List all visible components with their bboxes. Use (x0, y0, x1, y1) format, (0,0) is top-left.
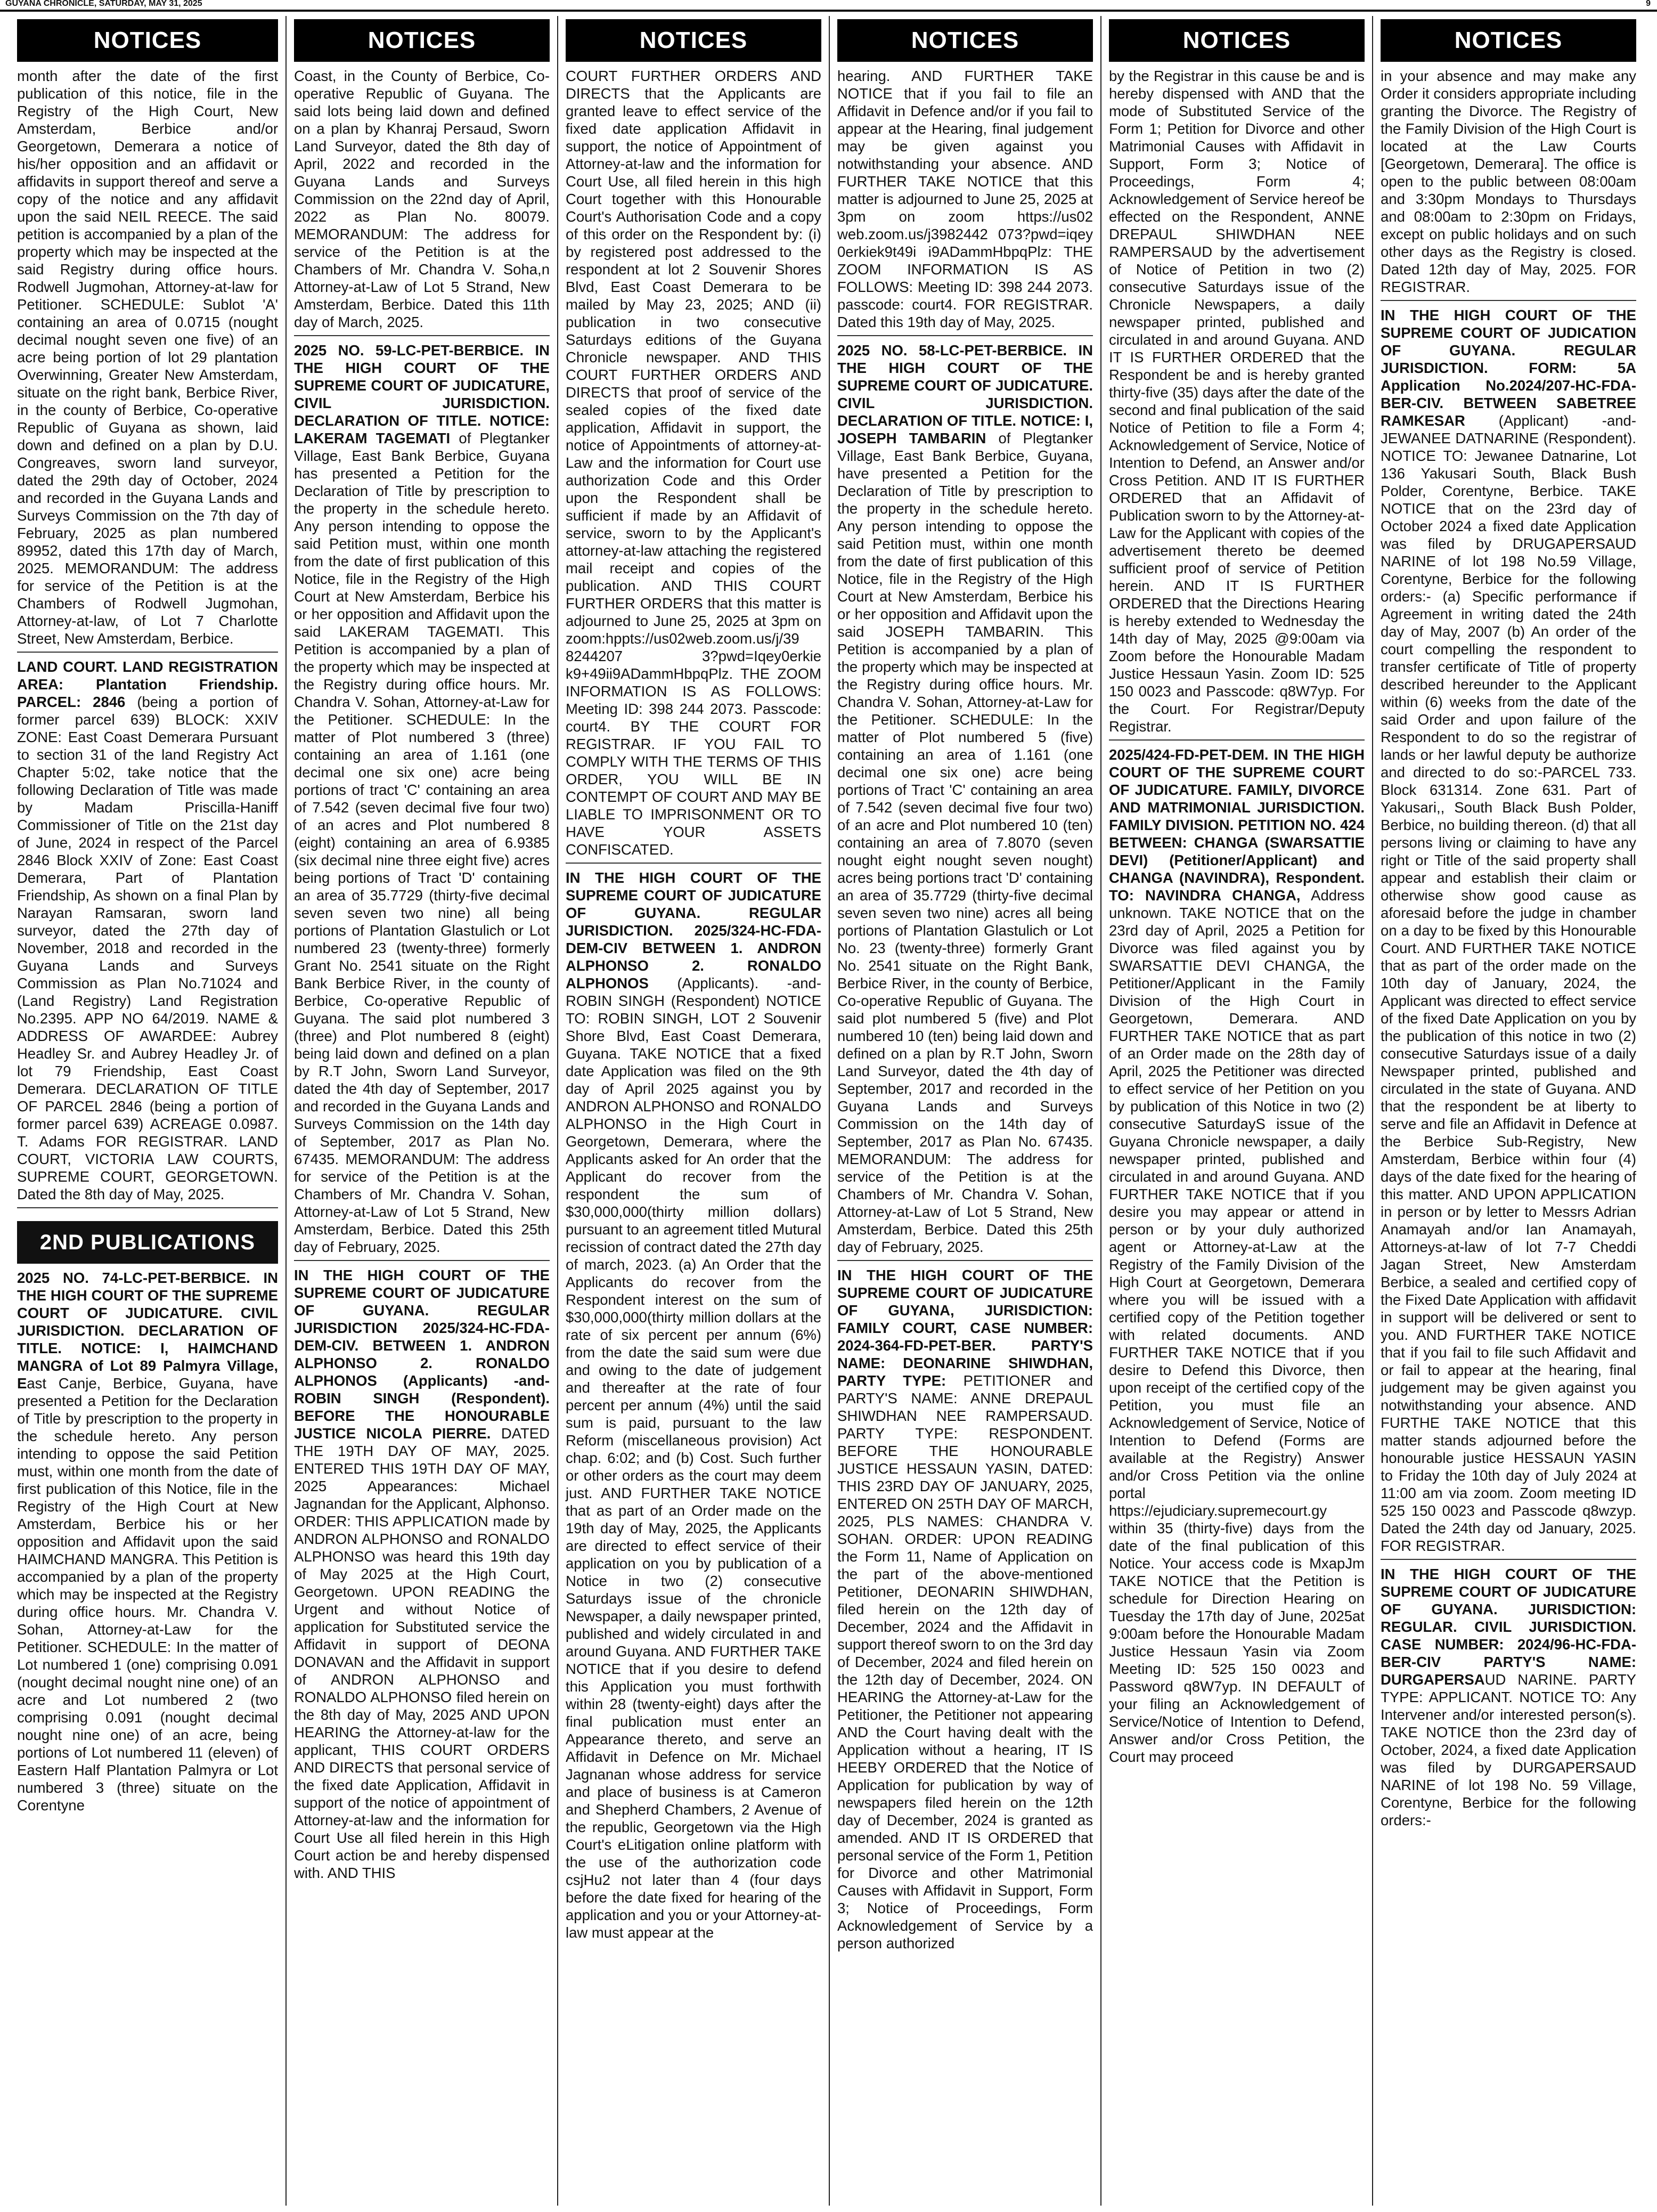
legal-notice (566, 67, 821, 864)
page-header-strip (0, 0, 1657, 12)
legal-notice (294, 341, 550, 1261)
notices-section-header: NOTICES (294, 19, 550, 62)
legal-notice (837, 67, 1093, 336)
notice-column-4 (829, 16, 1100, 2206)
notice-body: of Plegtanker Village, East Bank Berbice, Guyana has presented a Petition for the Declaration of Title by prescription to the property in the schedule hereto. Any person intending to oppose the said Petition must, within one month from the date of first publication of this Notice, file in the Registry of the High Court at New Amsterdam, Berbice his or her opposition and Affidavit upon the said LAKERAM TAGEMATI. This Petition is accompanied by a plan of the property which may be inspected at the Registry during office hours. Mr. Chandra V. Sohan, Attorney-at-Law for the Petitioner. SCHEDULE: In the matter of Plot numbered 3 (three) containing an area of 1.161 (one decimal one six one) acre being portions of tract 'C' containing an area of 7.542 (seven decimal five four two) of an acres and Plot numbered 8 (eight) containing an area of 6.9385 (six decimal nine three eight five) acres being portions of Tract 'D' containing an area of 35.7729 (thirty-five decimal seven seven two nine) all being portions of Plantation Glastulich or Lot numbered 23 (twenty-three) formerly Grant No. 2541 situate on the Right Bank Berbice River, in the county of Berbice, Co-operative Republic of Guyana. The said plot numbered 3 (three) and Plot numbered 8 (eight) being laid down and defined on a plan by R.T John, Sworn Land Surveyor, dated the 4th day of September, 2017 and recorded in the Guyana Lands and Surveys Commission on the 14th day of September, 2017 as Plan No. 67435. MEMORANDUM: The address for service of the Petition is at the Chambers of Mr. Chandra V. Sohan, Attorney-at-Law of Lot 5 Strand, New Amsterdam, Berbice. Dated this 25th day of February, 2025. (294, 430, 550, 1255)
legal-notice (17, 67, 278, 653)
notices-page (14, 16, 1644, 2206)
notice-heading: IN THE HIGH COURT OF THE SUPREME COURT OF JUDICATION OF GUYANA. REGULAR JURISDICTION. FORM: 5A Application No.2024/207-HC-FDA-BER-CIV. BETWEEN SABETREE RAMKESAR (1381, 307, 1636, 429)
notice-body: hearing. AND FURTHER TAKE NOTICE that if you fail to file an Affidavit in Defence and/or if you fail to appear at the Hearing, final judgement may be given against you notwithstanding your absence. AND FURTHER TAKE NOTICE that this matter is adjourned to June 25, 2025 at 3pm on zoom https://us02 web.zoom.us/j3982442 073?pwd=iqey 0erkiek9t49i i9ADammHbpqPlz: THE ZOOM INFORMATION IS AS FOLLOWS: Meeting ID: 398 244 2073. passcode: court4. FOR REGISTRAR. Dated this 19th day of May, 2025. (837, 68, 1093, 330)
notices-section-header: NOTICES (17, 19, 278, 62)
notice-body: in your absence and may make any Order it considers appropriate including granting the Divorce. The Registry of the Family Division of the High Court is located at the Law Courts [Georgetown, Demerara]. The office is open to the public between 08:00am and 3:30pm Mondays to Thursdays and 08:00am to 2:30pm on Fridays, except on public holidays and on such other days as the Registry is closed. Dated 12th day of May, 2025. FOR REGISTRAR. (1381, 68, 1636, 295)
legal-notice (837, 341, 1093, 1261)
legal-notice (1381, 67, 1636, 301)
notice-heading: 2025/424-FD-PET-DEM. IN THE HIGH COURT OF THE SUPREME COURT OF JUDICATURE. FAMILY, DIVORCE AND MATRIMONIAL JURISDICTION. FAMILY DIVISION. PETITION NO. 424 BETWEEN: CHANGA (SWARSATTIE DEVI) (Petitioner/Applicant) and CHANGA (NAVINDRA), Respondent. TO: NAVINDRA CHANGA, (1109, 746, 1365, 904)
notice-body: (being a portion of former parcel 639) BLOCK: XXIV ZONE: East Coast Demerara Pursuant to section 31 of the land Registry Act Chapter 5:02, take notice that the following Declaration of Title was made by Madam Priscilla-Haniff Commissioner of Title on the 21st day of June, 2024 in respect of the Parcel 2846 Block XXIV of Zone: East Coast Demerara, Part of Plantation Friendship, As shown on a final Plan by Narayan Ramsaran, sworn land surveyor, dated the 27th day of November, 2018 and recorded in the Guyana Lands and Surveys Commission as Plan No.71024 and (Land Registry) Land Registration No.2395. APP NO 64/2019. NAME & ADDRESS OF AWARDEE: Aubrey Headley Sr. and Aubrey Headley Jr. of lot 79 Friendship, East Coast Demerara. DECLARATION OF TITLE OF PARCEL 2846 (being a portion of former parcel 639) ACREAGE 0.0987. T. Adams FOR REGISTRAR. LAND COURT, VICTORIA LAW COURTS, SUPREME COURT, GEORGETOWN. Dated the 8th day of May, 2025. (17, 694, 279, 1202)
notice-body: ast Canje, Berbice, Guyana, have presented a Petition for the Declaration of Title by prescription to the property in the schedule hereto. Any person intending to oppose the said Petition must, within one month from the date of first publication of this Notice, file in the Registry of the High Court at New Amsterdam, Berbice his or her opposition and Affidavit upon the said HAIMCHAND MANGRA. This Petition is accompanied by a plan of the property which may be inspected at the Registry during office hours. Mr. Chandra V. Sohan, Attorney-at-Law for the Petitioner. SCHEDULE: In the matter of Lot numbered 1 (one) comprising 0.091 (nought decimal nought nine one) of an acre and Lot numbered 2 (two comprising 0.091 (nought decimal nought nine one) of an acre, being portions of Lot numbered 11 (eleven) of Eastern Half Plantation Palmyra or Lot numbered 3 (three) situate on the Corentyne (17, 1375, 278, 1813)
notices-section-header: NOTICES (1109, 19, 1365, 62)
notice-body: Coast, in the County of Berbice, Co-operative Republic of Guyana. The said lots being laid down and defined on a plan by Khanraj Persaud, Sworn Land Surveyor, dated the 8th day of April, 2022 and recorded in the Guyana Lands and Surveys Commission on the 22nd day of April, 2022 as Plan No. 80079. MEMORANDUM: The address for service of the Petition is at the Chambers of Mr. Chandra V. Soha,n Attorney-at-Law of Lot 5 Strand, New Amsterdam, Berbice. Dated this 11th day of March, 2025. (294, 68, 550, 330)
notice-body: COURT FURTHER ORDERS AND DIRECTS that the Applicants are granted leave to effect service of the fixed date application Affidavit in support, the notice of Appointment of Attorney-at-law and the information for Court Use, all filed herein in this high Court together with this Honourable Court's Authorisation Code and a copy of this order on the Respondent by: (i) by registered post addressed to the respondent at lot 2 Souvenir Shores Blvd, East Coast Demerara to be mailed by May 23, 2025; AND (ii) publication in two consecutive Saturdays editions of the Guyana Chronicle newspaper. AND THIS COURT FURTHER ORDERS AND DIRECTS that proof of service of the sealed copies of the fixed date application, Affidavit in support, the notice of Appointments of attorney-at-Law and the information for Court use authorization Code and this Order upon the Respondent shall be sufficient if made by an Affidavit of service, sworn to by the Applicant's attorney-at-law attaching the registered mail receipt and copies of the publication. AND THIS COURT FURTHER ORDERS that this matter is adjourned to June 25, 2025 at 3pm on zoom:hppts://us02web.zoom.us/j/39 8244207 3?pwd=Iqey0erkie k9+49ii9ADammHbpqPlz. THE ZOOM INFORMATION IS AS FOLLOWS: Meeting ID: 398 244 2073. Passcode: court4. BY THE COURT FOR REGISTRAR. IF YOU FAIL TO COMPLY WITH THE TERMS OF THIS ORDER, YOU WILL BE IN CONTEMPT OF COURT AND MAY BE LIABLE TO IMPRISONMENT OR TO HAVE YOUR ASSETS CONFISCATED. (566, 68, 821, 858)
second-publications-header: 2ND PUBLICATIONS (17, 1221, 278, 1264)
notices-section-header: NOTICES (566, 19, 821, 62)
notice-heading: LAND COURT. LAND REGISTRATION AREA: Plantation Friendship. PARCEL: 2846 (17, 658, 278, 710)
notice-body: (Applicants). -and- ROBIN SINGH (Respondent) NOTICE TO: ROBIN SINGH, LOT 2 Souvenir Shore Blvd, East Coast Demerara, Guyana. TAKE NOTICE that a fixed date Application was filed on the 9th day of April 2025 against you by ANDRON ALPHONSO and RONALDO ALPHONSO in the High Court in Georgetown, Demerara, where the Applicants asked for An order that the Applicant do recover from the respondent the sum of $30,000,000(thirty million dollars) pursuant to an agreement titled Mutural recission of contract dated the 27th day of march, 2023. (a) An Order that the Applicants do recover from the Respondent interest on the sum of $30,000,000(thirty million dollars at the rate of six percent per annum (6%) from the date the said sum were due and owing to the date of judgement and thereafter at the rate of four percent per annum (4%) until the said sum is paid, pursuant to the law Reform (miscellaneous provision) Act chap. 6:02; and (b) Cost. Such further or other orders as the court may deem just. AND FURTHER TAKE NOTICE that as part of an Order made on the 19th day of May, 2025, the Applicants are directed to effect service of their application on you by publication of a Notice in two (2) consecutive Saturdays issue of the chronicle Newspaper, a daily newspaper printed, published and widely circulated in and around Guyana. AND FURTHER TAKE NOTICE that if you desire to defend this Application you must forthwith within 28 (twenty-eight) days after the final publication must enter an Appearance thereto, and serve an Affidavit in Defence on Mr. Michael Jagnanan whose address for service and place of business is at Cameron and Shepherd Chambers, 2 Avenue of the republic, Georgetown via the High Court's eLitigation online platform with the use of the authorization code csjHu2 not later than 4 (four days before the date fixed for hearing of the application and you or your Attorney-at-law must appear at the (566, 975, 822, 1941)
legal-notice (1109, 67, 1365, 741)
notices-section-header: NOTICES (1381, 19, 1636, 62)
notice-column-1 (14, 16, 285, 2206)
notice-heading: 2025 NO. 58-LC-PET-BERBICE. IN THE HIGH COURT OF THE SUPREME COURT OF JUDICATURE. CIVIL JURISDICTION. DECLARATION OF TITLE. NOTICE: I, JOSEPH TAMBARIN (837, 342, 1093, 446)
notice-column-5 (1100, 16, 1372, 2206)
notice-column-2 (285, 16, 557, 2206)
notice-body: DATED THE 19TH DAY OF MAY, 2025. ENTERED THIS 19TH DAY OF MAY, 2025 Appearances: Michael Jagnandan for the Applicant, Alphonso. ORDER: THIS APPLICATION made by ANDRON ALPHONSO and RONALDO ALPHONSO was heard this 19th day of May 2025 at the High Court, Georgetown. UPON READING the Urgent and without Notice of application for Substituted service the Affidavit in support of DEONA DONAVAN and the Affidavit in support of ANDRON ALPHONSO and RONALDO ALPHONSO filed herein on the 8th day of May, 2025 AND UPON HEARING the Attorney-at-law for the applicant, THIS COURT ORDERS AND DIRECTS that personal service of the fixed date Application, Affidavit in support of the notice of appointment of Attorney-at-law and the information for Court Use all filed herein in this High Court action be and hereby dispensed with. AND THIS (294, 1425, 550, 1881)
legal-notice (1381, 1565, 1636, 1833)
newspaper-dateline: GUYANA CHRONICLE, SATURDAY, MAY 31, 2025 (5, 0, 202, 8)
notice-body: (Applicant) -and- JEWANEE DATNARINE (Respondent). NOTICE TO: Jewanee Datnarine, Lot 136 Yakusari South, Black Bush Polder, Corentyne, Berbice. TAKE NOTICE that on the 23rd day of October 2024 a fixed date Application was filed by DRUGAPERSAUD NARINE of lot 198 No.59 Village, Corentyne, Berbice for the following orders:- (a) Specific performance if Agreement in writing dated the 24th day of May, 2007 (b) An order of the court compelling the respondent to transfer certificate of Title of property described hereunder to the Applicant within (6) weeks from the date of the said Order and upon failure of the Respondent to do so the registrar of lands or her lawful deputy be authorize and directed to do so:-PARCEL 733. Block 631314. Zone 631. Part of Yakusari,, South Black Bush Polder, Berbice, no building thereon. (d) that all persons living or claiming to have any right or Title of the said property shall appear and establish their claim or otherwise show good cause as aforesaid before the judge in chamber on a day to be fixed by this Honourable Court. AND FURTHER TAKE NOTICE that as part of the order made on the 10th day of January, 2024, the Applicant was directed to effect service of the fixed Date Application on you by the publication of this notice in two (2) consecutive Saturdays issue of a daily Newspaper printed, published and circulated in the state of Guyana. AND that the respondent be at liberty to serve and file an Affidavit in Defence at the Berbice Sub-Registry, New Amsterdam, Berbice within four (4) days of the date fixed for the hearing of this matter. AND UPON APPLICATION in person or by letter to Messrs Adrian Anamayah and/or Ian Anamayah, Attorneys-at-law of lot 7-7 Cheddi Jagan Street, New Amsterdam Berbice, a sealed and certified copy of the Fixed Date Application with affidavit in support will be delivered or sent to you. AND FURTHER TAKE NOTICE that if you fail to file such Affidavit and or fail to appear at the hearing, final judgement may be given against you notwithstanding your absence. AND FURTHE TAKE NOTICE that this matter stands adjourned before the honourable justice HESSAUN YASIN to Friday the 10th day of July 2024 at 11:00 am via zoom. Zoom meeting ID 525 150 0023 and Passcode q8wzyp. Dated the 24th day od January, 2025. FOR REGISTRAR. (1381, 412, 1637, 1554)
legal-notice (17, 658, 278, 1208)
notice-heading: IN THE HIGH COURT OF THE SUPREME COURT OF JUDICATURE OF GUYANA. JURISDICTION: REGULAR. CIVIL JURISDICTION. CASE NUMBER: 2024/96-HC-FDA-BER-CIV PARTY'S NAME: DURGAPERSA (1381, 1566, 1636, 1688)
legal-notice (1381, 306, 1636, 1560)
legal-notice (294, 1266, 550, 1886)
notice-heading: 2025 NO. 59-LC-PET-BERBICE. IN THE HIGH COURT OF THE SUPREME COURT OF JUDICATURE, CIVIL JURISDICTION. DECLARATION OF TITLE. NOTICE: LAKERAM TAGEMATI (294, 342, 550, 446)
legal-notice (1109, 746, 1365, 1770)
notice-body: UD NARINE. PARTY TYPE: APPLICANT. NOTICE TO: Any Intervener and/or interested person(s). TAKE NOTICE thon the 23rd day of October, 2024, a fixed date Application was filed by DURGAPERSAUD NARINE of lot 198 No. 59 Village, Corentyne, Berbice for the following orders:- (1381, 1671, 1636, 1828)
notice-column-6 (1372, 16, 1644, 2206)
notice-heading: IN THE HIGH COURT OF THE SUPREME COURT OF JUDICATURE OF GUYANA. REGULAR JURISDICTION 2025/324-HC-FDA-DEM-CIV. BETWEEN 1. ANDRON ALPHONSO 2. RONALDO ALPHONOS (Applicants) -and- ROBIN SINGH (Respondent). BEFORE THE HONOURABLE JUSTICE NICOLA PIERRE. (294, 1267, 550, 1442)
notice-heading: IN THE HIGH COURT OF THE SUPREME COURT OF JUDICATURE OF GUYANA, JURISDICTION: FAMILY COURT, CASE NUMBER: 2024-364-FD-PET-BER. PARTY'S NAME: DEONARINE SHIWDHAN, PARTY TYPE: (837, 1267, 1093, 1389)
notice-heading: IN THE HIGH COURT OF THE SUPREME COURT OF JUDICATURE OF GUYANA. REGULAR JURISDICTION. 2025/324-HC-FDA-DEM-CIV BETWEEN 1. ANDRON ALPHONSO 2. RONALDO ALPHONOS (566, 869, 821, 991)
notice-body: of Plegtanker Village, East Bank Berbice, Guyana, have presented a Petition for the Declaration of Title by prescription to the property in the schedule hereto. Any person intending to oppose the said Petition must, within one month from the date of first publication of this Notice, file in the Registry of the High Court at New Amsterdam, Berbice his or her opposition and Affidavit upon the said JOSEPH TAMBARIN. This Petition is accompanied by a plan of the property which may be inspected at the Registry during office hours. Mr. Chandra V. Sohan, Attorney-at-Law for the Petitioner. SCHEDULE: In the matter of Plot numbered 5 (five) containing an area of 1.161 (one decimal one six one) acre being portions of Tract 'C' containing an area of 7.542 (seven decimal five four two) of an acre and Plot numbered 10 (ten) containing an area of 7.8070 (seven nought eight nought seven nought) acres being portions tract 'D' containing an area of 35.7729 (thirty-five decimal seven seven two nine) acres all being portions of Plantation Glastulich or Lot No. 23 (twenty-three) formerly Grant No. 2541 situate on the Right Bank, Berbice River, in the county of Berbice, Co-operative Republic of Guyana. The said plot numbered 5 (five) and Plot numbered 10 (ten) being laid down and defined on a plan by R.T John, Sworn Land Surveyor, dated the 4th day of September, 2017 and recorded in the Guyana Lands and Surveys Commission on the 14th day of September, 2017 as Plan No. 67435. MEMORANDUM: The address for service of the Petition is at the Chambers of Mr. Chandra V. Sohan, Attorney-at-Law of Lot 5 Strand, New Amsterdam, Berbice. Dated this 25th day of February, 2025. (837, 430, 1093, 1255)
notice-heading: 2025 NO. 74-LC-PET-BERBICE. IN THE HIGH COURT OF THE SUPREME COURT OF JUDICATURE. CIVIL JURISDICTION. DECLARATION OF TITLE. NOTICE: I, HAIMCHAND MANGRA of Lot 89 Palmyra Village, E (17, 1270, 278, 1392)
legal-notice (294, 67, 550, 336)
notice-body: month after the date of the first publication of this notice, file in the Registry of the High Court, New Amsterdam, Berbice and/or Georgetown, Demerara a notice of his/her opposition and an affidavit or affidavits in support thereof and serve a copy of the notice and any affidavit upon the said NEIL REECE. The said petition is accompanied by a plan of the property which may be inspected at the said Registry during office hours. Rodwell Jugmohan, Attorney-at-law for Petitioner. SCHEDULE: Sublot 'A' containing an area of 0.0715 (nought decimal nought seven one five) of an acre being portion of lot 29 plantation Overwinning, Greater New Amsterdam, situate on the right bank, Berbice River, in the county of Berbice, Co-operative Republic of Guyana as shown, laid down and defined on a plan by D.U. Congreaves, sworn land surveyor, dated the 29th day of October, 2024 and recorded in the Guyana Lands and Surveys Commission on the 7th day of February, 2025 as plan numbered 89952, dated this 17th day of March, 2025. MEMORANDUM: The address for service of the Petition is at the Chambers of Rodwell Jugmohan, Attorney-at-law, of Lot 7 Charlotte Street, New Amsterdam, Berbice. (17, 68, 278, 647)
page-number: 9 (1646, 0, 1651, 8)
legal-notice (17, 1269, 278, 1818)
notice-body: by the Registrar in this cause be and is hereby dispensed with AND that the mode of Substituted Service of the Form 1; Petition for Divorce and other Matrimonial Causes with Affidavit in Support, Form 3; Notice of Proceedings, Form 4; Acknowledgement of Service hereof be effected on the Respondent, ANNE DREPAUL SHIWDHAN NEE RAMPERSAUD by the advertisement of Notice of Petition in two (2) consecutive Saturdays issue of the Chronicle Newspapers, a daily newspaper printed, published and circulated in and around Guyana. AND IT IS FURTHER ORDERED that the Respondent be and is hereby granted thirty-five (35) days after the date of the second and final publication of the said Notice of Petition to file a Form 4; Acknowledgement of Service, Notice of Intention to Defend, an Answer and/or Cross Petition. AND IT IS FURTHER ORDERED that an Affidavit of Publication sworn to by the Attorney-at-Law for the Applicant with copies of the advertisement thereto be deemed sufficient proof of service of Petition herein. AND IT IS FURTHER ORDERED that the Directions Hearing is hereby extended to Wednesday the 14th day of May, 2025 @9:00am via Zoom before the Honourable Madam Justice Hessaun Yasin. Zoom ID: 525 150 0023 and Passcode: q8W7yp. For the Court. For Registrar/Deputy Registrar. (1109, 68, 1365, 735)
notice-body: PETITIONER and PARTY'S NAME: ANNE DREPAUL SHIWDHAN NEE RAMPERSAUD. PARTY TYPE: RESPONDENT. BEFORE THE HONOURABLE JUSTICE HESSAUN YASIN, DATED: THIS 23RD DAY OF JANUARY, 2025, ENTERED ON 25TH DAY OF MARCH, 2025, PLS NAMES: CHANDRA V. SOHAN. ORDER: UPON READING the Form 11, Name of Application on the part of the above-mentioned Petitioner, DEONARIN SHIWDHAN, filed herein on the 12th day of December, 2024 and the Affidavit in support thereof sworn to on the 3rd day of December, 2024 and filed herein on the 12th day of December, 2024. ON HEARING the Attorney-at-Law for the Petitioner, the Petitioner not appearing AND the Court having dealt with the Application without a hearing, IT IS HEEBY ORDERED that the Notice of Application for publication by way of newspapers filed herein on the 12th day of December, 2024 is granted as amended. AND IT IS ORDERED that personal service of the Form 1, Petition for Divorce and other Matrimonial Causes with Affidavit in Support, Form 3; Notice of Proceedings, Form Acknowledgement of Service by a person authorized (837, 1372, 1093, 1951)
notice-column-3 (557, 16, 829, 2206)
legal-notice (837, 1266, 1093, 1956)
legal-notice (566, 869, 821, 1946)
notices-section-header: NOTICES (837, 19, 1093, 62)
notice-body: Address unknown. TAKE NOTICE that on the 23rd day of April, 2025 a Petition for Divorce was filed against you by SWARSATTIE DEVI CHANGA, the Petitioner/Applicant in the Family Division of the High Court in Georgetown, Demerara. AND FURTHER TAKE NOTICE that as part of an Order made on the 28th day of April, 2025 the Petitioner was directed to effect service of her Petition on you by publication of this Notice in two (2) consecutive SaturdayS issue of the Guyana Chronicle newspaper, a daily newspaper printed, published and circulated in and around Guyana. AND FURTHER TAKE NOTICE that if you desire you may appear or attend in person or by your duly authorized agent or Attorney-at-Law at the Registry of the Family Division of the High Court at Georgetown, Demerara where you will be issued with a certified copy of the Petition together with related documents. AND FURTHER TAKE NOTICE that if you desire to Defend this Divorce, then upon receipt of the certified copy of the Petition, you must file an Acknowledgement of Service, Notice of Intention to Defend (Forms are available at the Registry) Answer and/or Cross Petition via the online portal https://ejudiciary.supremecourt.gy within 35 (thirty-five) days from the date of the final publication of this Notice. Your access code is MxapJm TAKE NOTICE that the Petition is schedule for Direction Hearing on Tuesday the 17th day of June, 2025at 9:00am before the Honourable Madam Justice Hessaun Yasin via Zoom Meeting ID: 525 150 0023 and Password q8W7yp. IN DEFAULT of your filing an Acknowledgement of Service/Notice of Intention to Defend, Answer and/or Cross Petition, the Court may proceed (1109, 887, 1365, 1765)
